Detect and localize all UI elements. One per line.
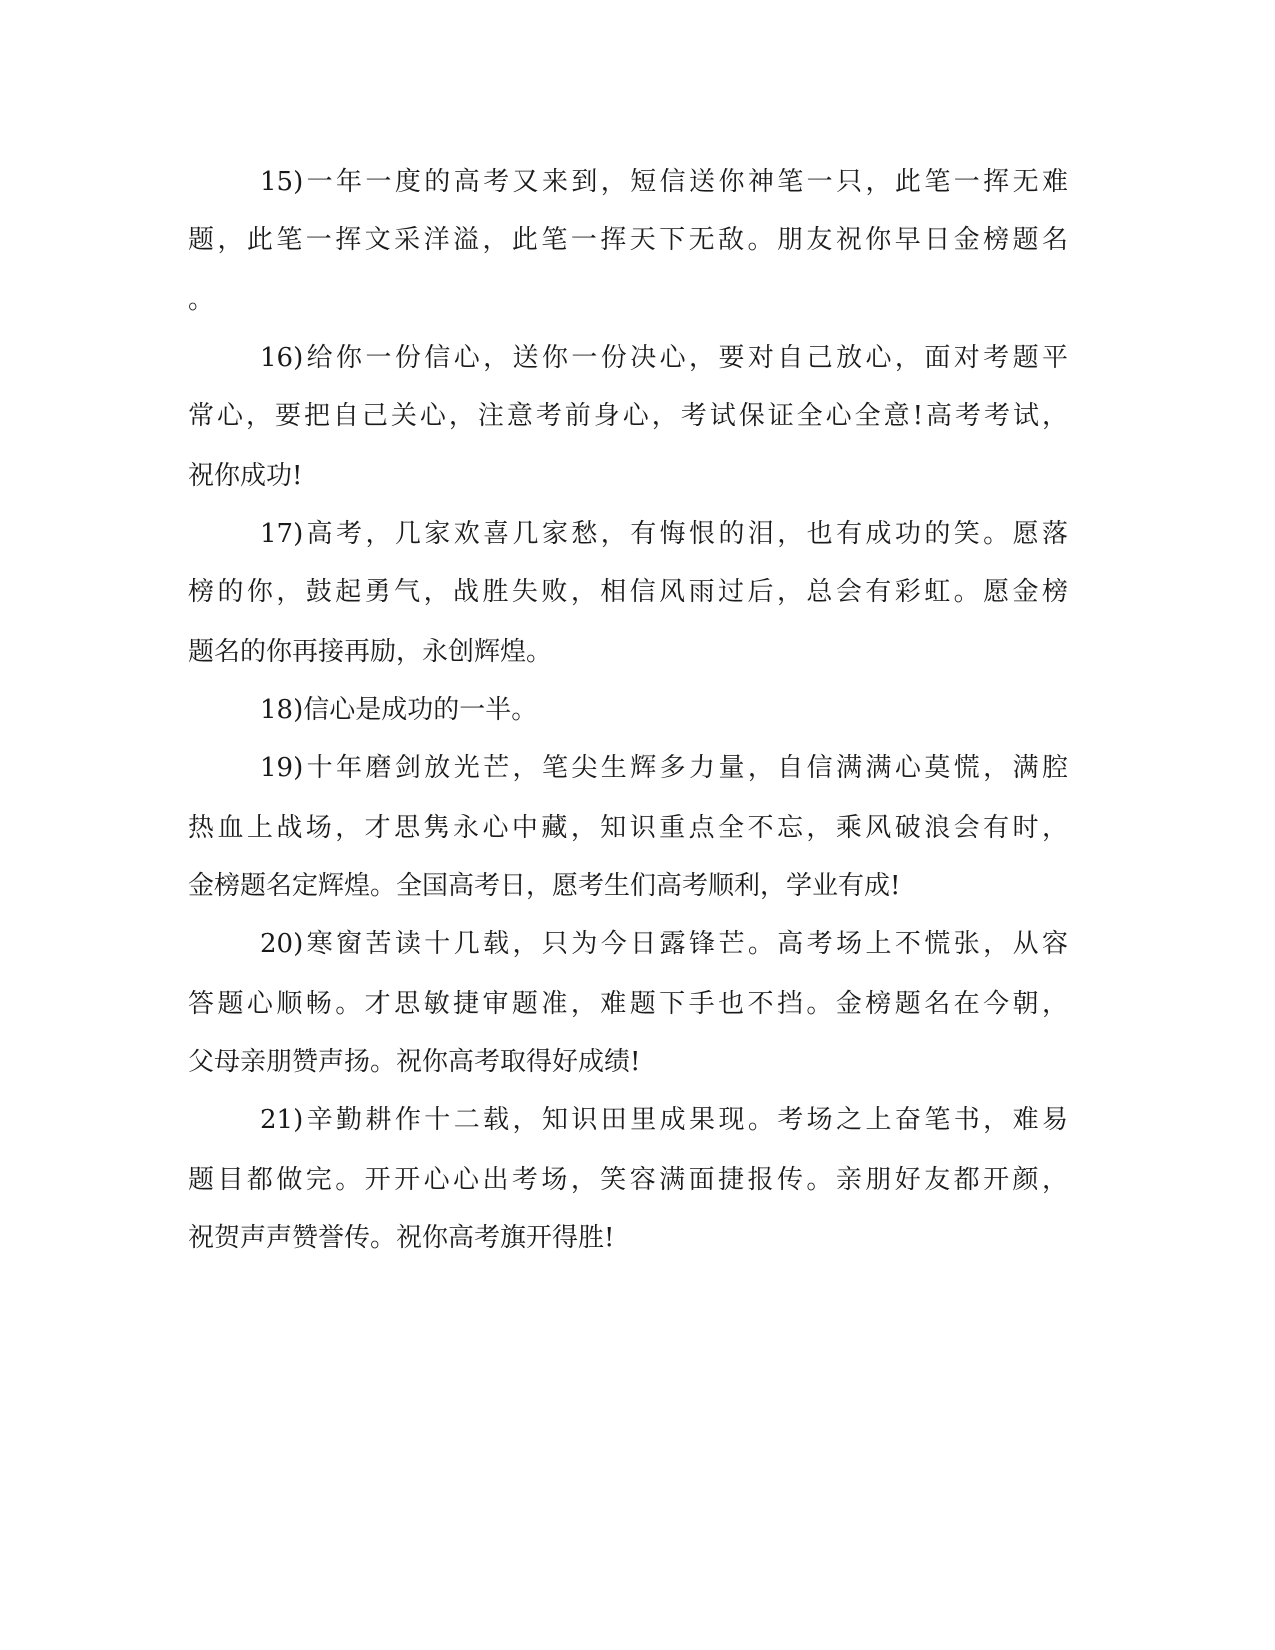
- paragraph-19-line-3: 金榜题名定辉煌。全国高考日，愿考生们高考顺利，学业有成!: [188, 871, 901, 901]
- paragraph-19-line-1: 19)十年磨剑放光芒，笔尖生辉多力量，自信满满心莫慌，满腔: [260, 753, 1068, 783]
- paragraph-17-line-1: 17)高考，几家欢喜几家愁，有悔恨的泪，也有成功的笑。愿落: [260, 519, 1068, 549]
- paragraph-20-line-2: 答题心顺畅。才思敏捷审题准，难题下手也不挡。金榜题名在今朝，: [188, 989, 1068, 1019]
- paragraph-16-line-1: 16)给你一份信心，送你一份决心，要对自己放心，面对考题平: [260, 343, 1068, 373]
- paragraph-17-line-2: 榜的你，鼓起勇气，战胜失败，相信风雨过后，总会有彩虹。愿金榜: [188, 577, 1068, 607]
- paragraph-21-line-3: 祝贺声声赞誉传。祝你高考旗开得胜!: [188, 1223, 615, 1253]
- paragraph-18-line-1: 18)信心是成功的一半。: [260, 695, 538, 725]
- paragraph-15-line-3: 。: [188, 285, 215, 315]
- paragraph-16-line-2: 常心，要把自己关心，注意考前身心，考试保证全心全意!高考考试，: [188, 401, 1068, 431]
- paragraph-20-line-3: 父母亲朋赞声扬。祝你高考取得好成绩!: [188, 1047, 641, 1077]
- paragraph-21-line-1: 21)辛勤耕作十二载，知识田里成果现。考场之上奋笔书，难易: [260, 1105, 1068, 1135]
- paragraph-17-line-3: 题名的你再接再励，永创辉煌。: [188, 637, 553, 667]
- paragraph-16-line-3: 祝你成功!: [188, 461, 303, 491]
- paragraph-19-line-2: 热血上战场，才思隽永心中藏，知识重点全不忘，乘风破浪会有时，: [188, 813, 1068, 843]
- paragraph-15-line-2: 题，此笔一挥文采洋溢，此笔一挥天下无敌。朋友祝你早日金榜题名: [188, 225, 1068, 255]
- paragraph-20-line-1: 20)寒窗苦读十几载，只为今日露锋芒。高考场上不慌张，从容: [260, 929, 1068, 959]
- paragraph-21-line-2: 题目都做完。开开心心出考场，笑容满面捷报传。亲朋好友都开颜，: [188, 1165, 1068, 1195]
- paragraph-15-line-1: 15)一年一度的高考又来到，短信送你神笔一只，此笔一挥无难: [260, 167, 1068, 197]
